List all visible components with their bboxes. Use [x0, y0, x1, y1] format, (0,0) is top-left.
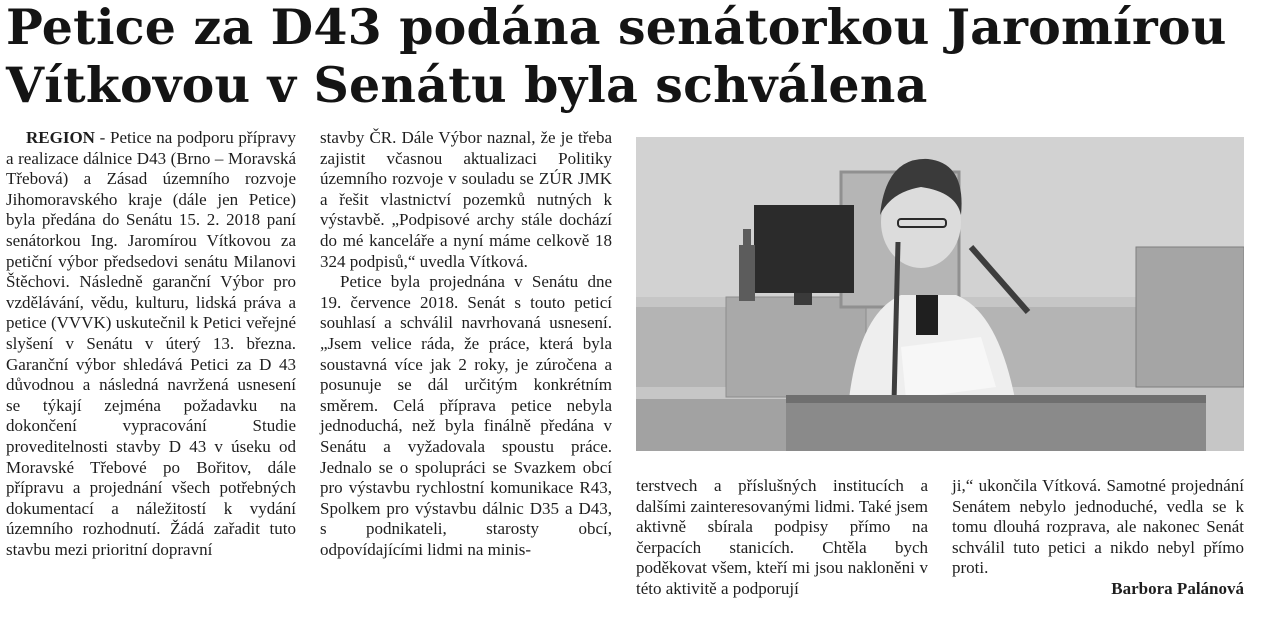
article-photo	[636, 137, 1244, 451]
article-column-1	[6, 128, 296, 560]
column-1-text: - Petice na podporu přípravy a realizace dálnice D43 (Brno – Moravská Třebová) a Zásad územního rozvoje Jihomoravského kraje (dále jen Petice) byla předána do Senátu 15. 2. 2018 paní senátorkou Ing. Jaromírou Vítkovou za petiční výbor předsedovi senátu Milanovi Štěchovi. Následně garanční Výbor pro vzdělávání, vědu, kulturu, lidská práva a petice (VVVK) uskutečnil k Petici veřejné slyšení v Senátu v úterý 13. března. Garanční výbor shledává Petici za D 43 důvodnou a následná navržená usnesení se týkají zejména požadavku na dokončení vypracování Studie proveditelnosti stavby D 43 v úseku od Moravské Třebové po Bořitov, dále přípravu a projednání všech potřebných dokumentací a náležitostí k vydání územního rozhodnutí. Žádá zařadit tuto stavbu mezi prioritní dopravní	[6, 128, 296, 559]
column-4-text: ji,“ ukončila Vítková. Samotné projednání Senátem nebylo jednoduché, vedla se k tomu dlouhá rozprava, ale nakonec Senát schválil tuto petici a nikdo nebyl přímo proti.	[952, 476, 1244, 578]
byline: Barbora Palánová	[1111, 578, 1244, 598]
senate-speaker-photo	[636, 137, 1244, 451]
article-column-3	[636, 476, 928, 600]
column-2-text-b: Petice byla projednána v Senátu dne 19. července 2018. Senát s touto peticí souhlasí a schválil navrhovaná usnesení. „Jsem velice ráda, že práce, která byla soustavná více jak 2 roky, je zúročena a posunuje se dál určitým konkrétním směrem. Celá příprava petice nebyla jednoduchá, než byla finálně předána v Senátu a vyžadovala spoustu práce. Jednalo se o spolupráci se Svazkem obcí pro výstavbu rychlostní komunikace R43, Spolkem pro výstavbu dálnic D35 a D43, s podnikateli, starosty obcí, odpovídajícími lidmi na minis-	[320, 272, 612, 559]
article-headline	[6, 0, 1256, 114]
headline-line-2: Vítkovou v Senátu byla schválena	[6, 56, 928, 114]
dateline: REGION	[26, 128, 95, 147]
article-column-4	[952, 476, 1244, 600]
column-3-text: terstvech a příslušných institucích a dalšími zainteresovanými lidmi. Také jsem aktivně sbírala podpisy přímo na čerpacích stanicích. Chtěla bych poděkovat všem, kteří mi jsou nakloněni v této aktivitě a podporují	[636, 476, 928, 598]
column-2-text-a: stavby ČR. Dále Výbor naznal, že je třeba zajistit včasnou aktualizaci Politiky územního rozvoje v souladu se ZÚR JMK a řešit vlastnictví pozemků nutných k výstavbě. „Podpisové archy stále dochází do mé kanceláře a nyní máme celkově 18 324 podpisů,“ uvedla Vítková.	[320, 128, 612, 271]
headline-line-1: Petice za D43 podána senátorkou Jaromírou	[6, 0, 1227, 56]
article-column-2	[320, 128, 612, 560]
